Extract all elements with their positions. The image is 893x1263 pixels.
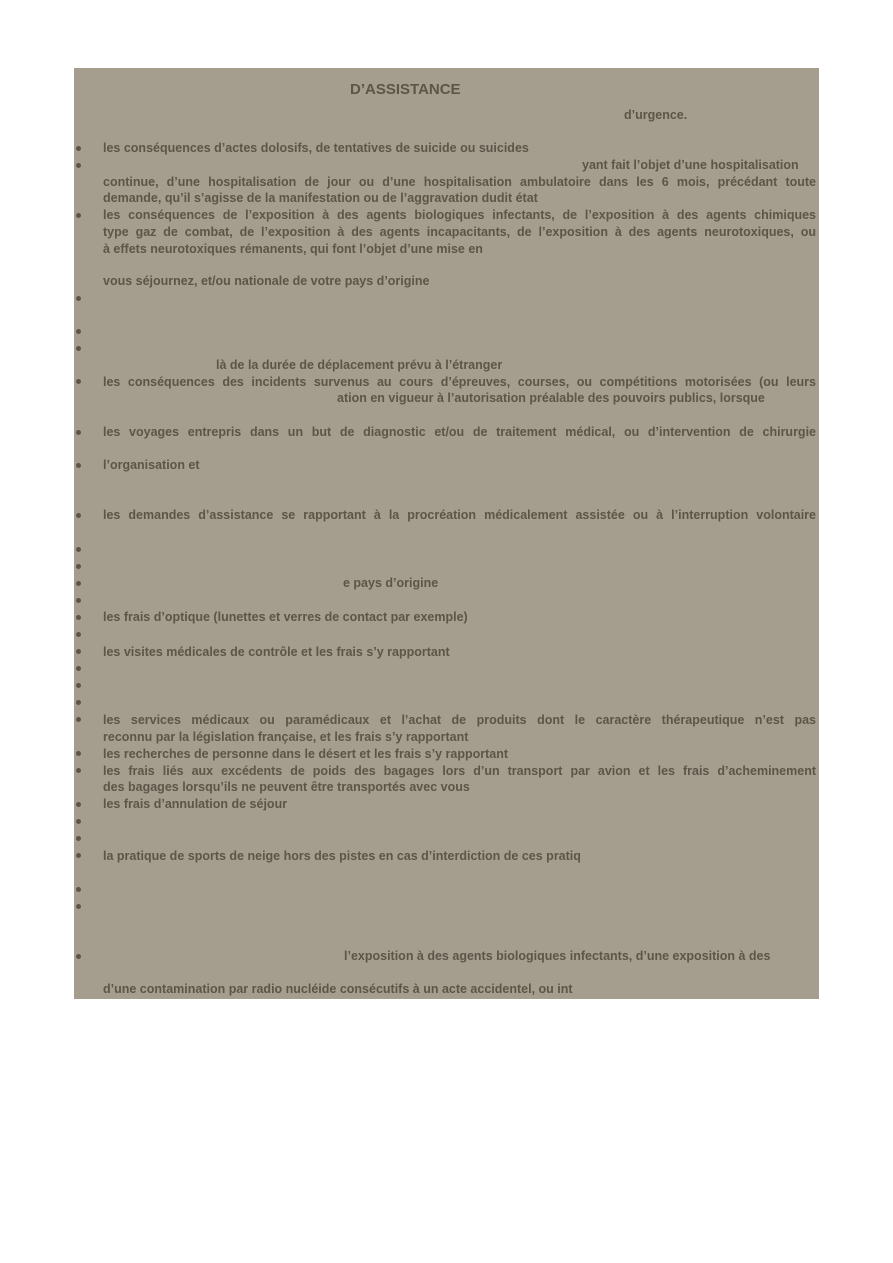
list-item-text: demande, qu’il s’agisse de la manifestation ou de l’aggravation dudit état <box>103 191 538 205</box>
bullet <box>76 904 81 909</box>
list-item-text: la pratique de sports de neige hors des pistes en cas d’interdiction de ces pratiq <box>103 849 581 863</box>
bullet <box>76 666 81 671</box>
bullet <box>76 163 81 168</box>
list-item-text: les services médicaux ou paramédicaux et l’achat de produits dont le caractère thérapeutique n’est pas <box>103 713 816 727</box>
bullet <box>76 598 81 603</box>
list-item-text: les conséquences des incidents survenus au cours d’épreuves, courses, ou compétitions motorisées (ou leurs <box>103 375 816 389</box>
bullet <box>76 819 81 824</box>
document-panel <box>74 68 819 999</box>
bullet <box>76 463 81 468</box>
list-item-text: les voyages entrepris dans un but de diagnostic et/ou de traitement médical, ou d’intervention de chirurgie <box>103 425 816 439</box>
bullet <box>76 836 81 841</box>
list-item-text: reconnu par la législation française, et les frais s’y rapportant <box>103 730 469 744</box>
bullet <box>76 768 81 773</box>
bullet <box>76 954 81 959</box>
bullet <box>76 751 81 756</box>
bullet <box>76 632 81 637</box>
list-item-text: les frais liés aux excédents de poids des bagages lors d’un transport par avion et les frais d’acheminement <box>103 764 816 778</box>
list-item-text: les conséquences de l’exposition à des agents biologiques infectants, de l’exposition à des agents chimiques <box>103 208 816 222</box>
list-item-text: à effets neurotoxiques rémanents, qui font l’objet d’une mise en <box>103 242 483 256</box>
bullet <box>76 853 81 858</box>
bullet <box>76 213 81 218</box>
bullet <box>76 717 81 722</box>
bullet <box>76 649 81 654</box>
bullet <box>76 379 81 384</box>
section-title: D’ASSISTANCE <box>350 81 461 98</box>
bullet <box>76 296 81 301</box>
list-item-text: vous séjournez, et/ou nationale de votre pays d’origine <box>103 274 430 288</box>
list-item-text: là de la durée de déplacement prévu à l’étranger <box>216 358 503 372</box>
list-item-text: les visites médicales de contrôle et les frais s’y rapportant <box>103 645 450 659</box>
bullet <box>76 513 81 518</box>
list-item-text: l’organisation et <box>103 458 200 472</box>
list-item-text: des bagages lorsqu’ils ne peuvent être transportés avec vous <box>103 780 470 794</box>
bullet <box>76 564 81 569</box>
list-item-text: les frais d’annulation de séjour <box>103 797 288 811</box>
list-item-text: ation en vigueur à l’autorisation préalable des pouvoirs publics, lorsque <box>337 391 765 405</box>
list-item-text: l’exposition à des agents biologiques infectants, d’une exposition à des <box>344 949 771 963</box>
bullet <box>76 430 81 435</box>
bullet <box>76 802 81 807</box>
list-item-text: yant fait l’objet d’une hospitalisation <box>582 158 799 172</box>
list-item-text: les demandes d’assistance se rapportant à la procréation médicalement assistée ou à l’interruption volontaire <box>103 508 816 522</box>
list-item-text: les frais d’optique (lunettes et verres de contact par exemple) <box>103 610 468 624</box>
list-item-text: continue, d’une hospitalisation de jour ou d’une hospitalisation ambulatoire dans les 6 mois, précédant toute <box>103 175 816 189</box>
bullet <box>76 887 81 892</box>
list-item-text: les conséquences d’actes dolosifs, de tentatives de suicide ou suicides <box>103 141 529 155</box>
bullet <box>76 346 81 351</box>
bullet <box>76 146 81 151</box>
subtitle: d’urgence. <box>624 108 688 122</box>
bullet <box>76 547 81 552</box>
list-item-text: d’une contamination par radio nucléide consécutifs à un acte accidentel, ou int <box>103 982 573 996</box>
list-item-text: type gaz de combat, de l’exposition à des agents incapacitants, de l’exposition à des agents neurotoxiques, ou <box>103 225 816 239</box>
bullet <box>76 329 81 334</box>
bullet <box>76 615 81 620</box>
list-item-text: e pays d’origine <box>343 576 439 590</box>
bullet <box>76 581 81 586</box>
bullet <box>76 700 81 705</box>
list-item-text: les recherches de personne dans le désert et les frais s’y rapportant <box>103 747 509 761</box>
bullet <box>76 683 81 688</box>
